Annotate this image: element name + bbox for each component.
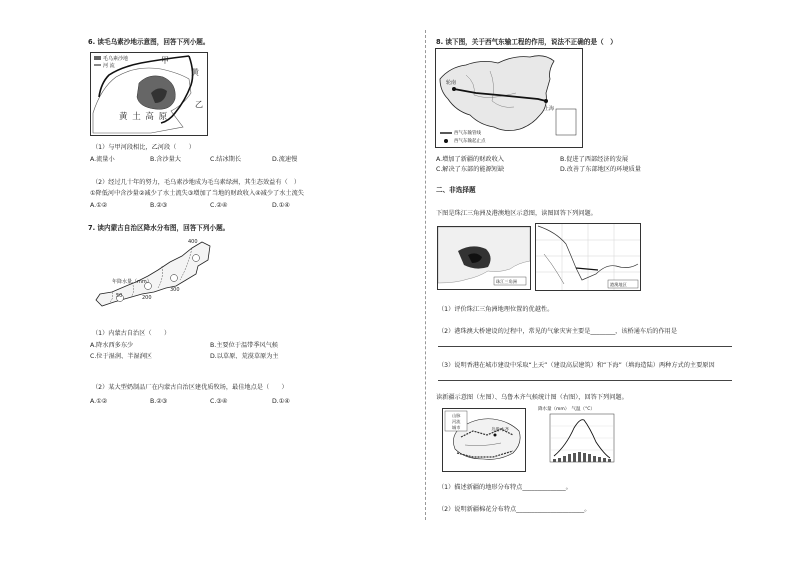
section-title: 二、非选择题 (436, 186, 476, 194)
q6-sand-map (90, 52, 208, 136)
column-divider (425, 30, 426, 520)
q7-iso-300: 300 (170, 287, 180, 293)
q9-sub2: （2）港珠澳大桥建设的过程中，常见的气象灾害主要是________，该桥通车后的作用是 (438, 328, 678, 335)
q8-label-shanghai: 上海 (544, 106, 555, 112)
q7-sub1-opt-b: B.主要位于温带季风气候 (210, 342, 279, 349)
q8-stem: 8. 读下图，关于西气东输工程的作用，说法不正确的是（ ） (436, 38, 617, 46)
q7-sub2-opt-a: A.①② (90, 398, 108, 405)
q7-sub1-opt-a: A.降水西多东少 (90, 342, 134, 349)
q8-legend-pipeline: 西气东输管线 (454, 131, 481, 136)
q6-sub1: （1）与甲河段相比，乙河段（ ） (92, 144, 195, 151)
q6-legend-sand: 毛乌素沙地 (103, 56, 129, 62)
q6-sub2-opt-b: B.②③ (150, 202, 168, 209)
q9-hk-macao-map (535, 223, 641, 291)
q9-sub3-answer-line[interactable] (438, 380, 732, 381)
q10-xinjiang-map (442, 408, 526, 472)
q7-iso-400: 400 (188, 239, 198, 245)
q7-sub2-opt-b: B.②③ (150, 398, 168, 405)
q7-sub2: （2）某大型奶制品厂在内蒙古自治区建优质牧场，最佳地点是（ ） (92, 384, 288, 391)
q7-sub2-opt-c: C.③④ (210, 398, 228, 405)
q6-sub2-opt-a: A.①② (90, 202, 108, 209)
q6-sub2-statements: ①降低河中含沙量②减少了水土流失③增加了当地的财政收入④减少了水土流失 (90, 190, 304, 197)
q9-sub1: （1）评价珠江三角洲地理位置的优越性。 (438, 306, 554, 313)
q7-sub2-opt-d: D.①④ (272, 398, 290, 405)
q9-stem: 下图是珠江三角洲及港澳地区示意图，读图回答下列问题。 (436, 210, 597, 217)
q6-label-yi: 乙 (195, 100, 203, 109)
q7-inner-mongolia-map (92, 236, 222, 318)
q10-legend-mountain: 山脉 (452, 413, 461, 418)
q7-sub1-opt-d: D.以草原、荒漠草原为主 (210, 353, 279, 360)
q6-label-plateau: 黄 土 高 原 (119, 112, 169, 122)
q6-sub2-opt-d: D.①④ (272, 202, 290, 209)
q8-opt-b: B.促进了西部经济的发展 (560, 156, 629, 163)
q6-label-jia: 甲 (161, 56, 169, 65)
q6-stem: 6. 读毛乌素沙地示意图，回答下列小题。 (88, 38, 210, 46)
q8-opt-a: A.增加了新疆的财政收入 (436, 156, 504, 163)
q6-sub1-opt-a: A.流量小 (90, 156, 115, 163)
q8-legend-endpoints: 西气东输起止点 (454, 139, 486, 144)
q9-pearl-delta-map (437, 226, 531, 290)
q7-sub1-opt-c: C.位于湿润、半湿润区 (90, 353, 152, 360)
q6-legend-river: 河 流 (103, 63, 115, 69)
q10-climate-chart (536, 406, 632, 468)
q10-legend-city: 城市 (452, 425, 461, 430)
q10-label-urumqi: 乌鲁木齐 (491, 428, 509, 433)
q8-opt-c: C.解决了东部的能源短缺 (436, 166, 505, 173)
q10-sub1: （1）描述新疆的地形分布特点______________。 (438, 484, 572, 491)
q9-map-label-left: 珠江三角洲 (496, 279, 517, 284)
q7-legend: 年降水量（mm） (112, 279, 152, 285)
q10-climate-title: 降水量（mm） 气温（°C） (538, 407, 595, 412)
q6-sub1-opt-b: B.含沙量大 (150, 156, 181, 163)
q6-label-huang: 黄 (191, 68, 199, 77)
q7-sub1: （1）内蒙古自治区（ ） (92, 330, 171, 337)
q6-sub1-opt-c: C.结冰期长 (210, 156, 242, 163)
q9-map-label-right: 港澳地区 (610, 282, 627, 287)
q8-label-lunnan: 轮南 (446, 80, 457, 86)
q6-sub2-stem: （2）经过几十年的努力，毛乌素沙地成为毛乌素绿洲，其生态效益有（ ） (92, 179, 301, 186)
q7-iso-200: 200 (142, 295, 152, 301)
q6-sub1-opt-d: D.流速慢 (272, 156, 298, 163)
q9-sub3: （3）说明香港在城市建设中采取“上天”（建设高层建筑）和“下海”（填海造陆）两种方式的主要原因 (438, 362, 715, 369)
q10-legend-river: 河流 (452, 419, 461, 424)
q10-sub2: （2）说明新疆棉花分布特点______________________。 (438, 506, 591, 513)
q7-iso-50: 50 (116, 293, 123, 299)
q6-sub2-opt-c: C.②④ (210, 202, 228, 209)
q10-stem: 读新疆示意图（左图）、乌鲁木齐气候统计图（右图），回答下列问题。 (436, 394, 628, 401)
q8-pipeline-map (435, 48, 583, 148)
q8-opt-d: D.改善了东部地区的环境质量 (560, 166, 641, 173)
q7-stem: 7. 读内蒙古自治区降水分布图，回答下列小题。 (88, 224, 230, 232)
q9-sub2-answer-line[interactable] (438, 346, 732, 347)
